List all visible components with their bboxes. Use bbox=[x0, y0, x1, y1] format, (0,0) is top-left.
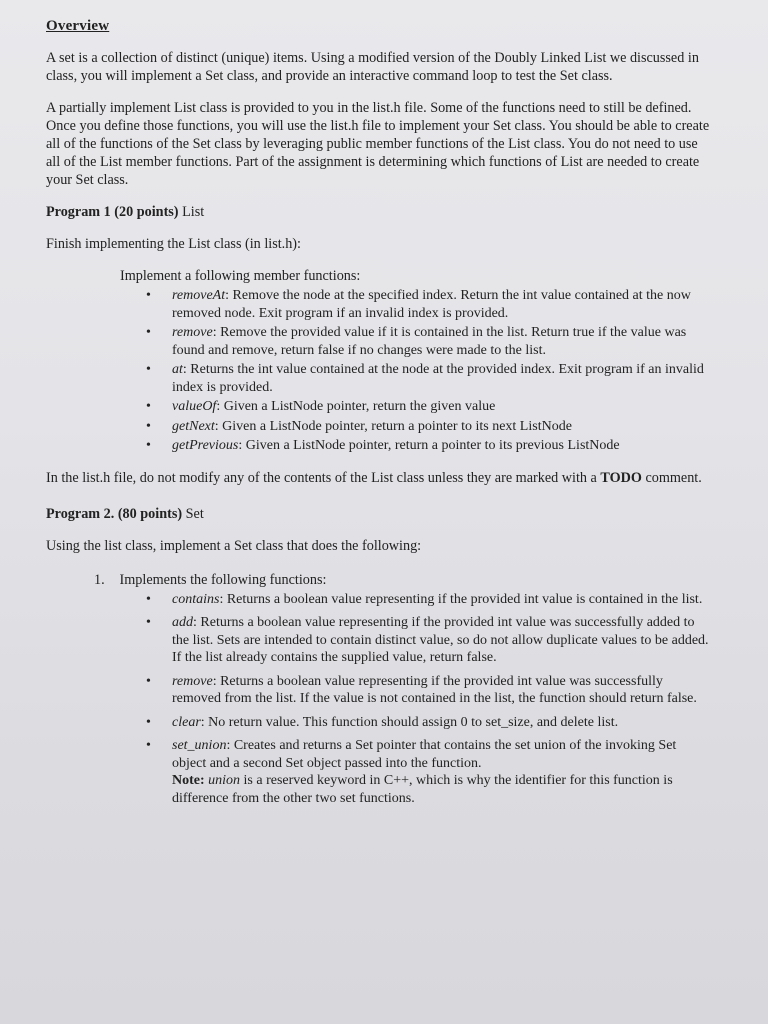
list-item bbox=[120, 287, 710, 322]
function-desc: : Returns a boolean value representing if the provided int value was successfully removed from the list. If the value is not contained in the list, the function should return false. bbox=[172, 673, 697, 706]
function-desc: : Given a ListNode pointer, return a pointer to its next ListNode bbox=[214, 418, 572, 434]
program2-name: Set bbox=[185, 505, 204, 522]
list-item bbox=[120, 418, 710, 436]
program1-label: Program 1 (20 points) bbox=[46, 204, 179, 220]
function-desc: : Remove the node at the specified index. Return the int value contained at the now removed node. Exit program if an invalid index is provided. bbox=[172, 288, 691, 321]
program2-numbered-list bbox=[94, 571, 710, 808]
overview-paragraph-1: A set is a collection of distinct (unique) items. Using a modified version of the Doubly Linked List we discussed in class, you will implement a Set class, and provide an interactive command loop to test the Set class. bbox=[46, 50, 699, 84]
function-name: remove bbox=[172, 325, 213, 340]
function-desc: : Remove the provided value if it is contained in the list. Return true if the value was found and remove, return false if no changes were made to the list. bbox=[172, 325, 687, 358]
program1-note bbox=[46, 469, 710, 487]
note-keyword: union bbox=[208, 773, 241, 788]
program1-function-list bbox=[120, 287, 710, 455]
program2-label: Program 2. (80 points) bbox=[46, 505, 183, 522]
program1-subheading: Implement a following member functions: bbox=[120, 268, 361, 284]
list-item bbox=[120, 437, 710, 455]
function-name: removeAt bbox=[172, 288, 226, 303]
list-item bbox=[120, 398, 710, 416]
program1-heading bbox=[46, 203, 710, 221]
note-text-post: comment. bbox=[645, 469, 702, 486]
list-item bbox=[120, 324, 710, 359]
program1-intro: Finish implementing the List class (in list.h): bbox=[46, 236, 301, 252]
note-text-pre: In the list.h file, do not modify any of the contents of the List class unless they are marked with a bbox=[46, 469, 597, 486]
list-item bbox=[120, 714, 710, 732]
program1-function-block bbox=[120, 267, 710, 455]
function-name: getNext bbox=[172, 418, 215, 434]
program2-function-list bbox=[120, 591, 710, 808]
list-item bbox=[120, 673, 710, 708]
program2-heading bbox=[46, 505, 710, 523]
function-name: add bbox=[172, 615, 193, 630]
function-name: valueOf bbox=[172, 399, 217, 414]
function-desc: : Returns a boolean value representing if the provided int value was successfully added to the list. Sets are intended to contain distinct value, so do not allow duplicate values to be added. If the list already contains the supplied value, return false. bbox=[172, 615, 709, 665]
program2-intro: Using the list class, implement a Set class that does the following: bbox=[46, 537, 422, 554]
overview-paragraph-2: A partially implement List class is provided to you in the list.h file. Some of the functions need to still be defined. Once you define those functions, you will use the list.h file to implement your Set class. You should be able to create all of the functions of the Set class by leveraging public member functions of the List class. You do not need to use all of the List member functions. Part of the assignment is determining which functions of List are needed to create your Set class. bbox=[46, 100, 710, 188]
function-desc: : Returns the int value contained at the node at the provided index. Exit program if an invalid index is provided. bbox=[172, 362, 704, 395]
note-label: Note: bbox=[172, 773, 205, 788]
function-desc: : Returns a boolean value representing if the provided int value is contained in the list. bbox=[219, 591, 703, 607]
function-desc: : Given a ListNode pointer, return a pointer to its previous ListNode bbox=[238, 438, 620, 453]
function-desc: : No return value. This function should assign 0 to set_size, and delete list. bbox=[200, 714, 619, 730]
function-name: remove bbox=[172, 673, 213, 689]
function-name: set_union bbox=[172, 738, 227, 753]
overview-title: Overview bbox=[46, 18, 110, 34]
program1-name: List bbox=[182, 204, 205, 220]
list-item bbox=[120, 361, 710, 396]
program2-subheading: Implements the following functions: bbox=[119, 571, 327, 588]
function-name: contains bbox=[172, 591, 220, 607]
function-name: getPrevious bbox=[172, 438, 239, 453]
list-item bbox=[120, 591, 710, 609]
item-number: 1. bbox=[94, 571, 105, 588]
list-item bbox=[120, 614, 710, 667]
function-desc: : Creates and returns a Set pointer that contains the set union of the invoking Set object and a second Set object passed into the function. bbox=[172, 738, 677, 771]
note-text: is a reserved keyword in C++, which is why the identifier for this function is difference from the other two set functions. bbox=[172, 773, 673, 806]
union-note bbox=[172, 772, 710, 807]
function-desc: : Given a ListNode pointer, return the given value bbox=[216, 399, 496, 414]
numbered-item bbox=[94, 571, 710, 589]
function-name: clear bbox=[172, 714, 201, 730]
list-item bbox=[120, 737, 710, 807]
function-name: at bbox=[172, 362, 183, 377]
note-todo: TODO bbox=[600, 469, 642, 486]
